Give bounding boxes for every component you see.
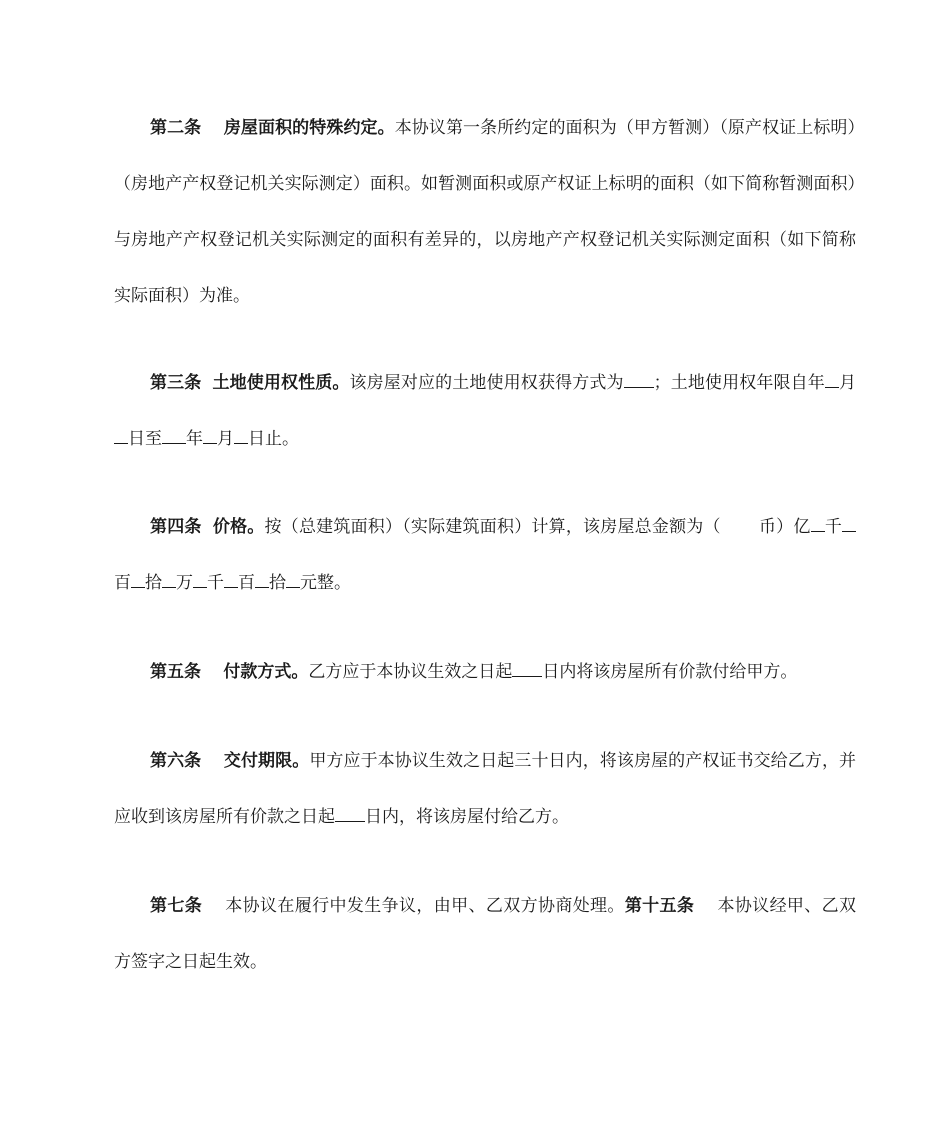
amount-unit: 拾 (145, 573, 162, 593)
fill-blank (234, 429, 248, 444)
article-heading: 第十五条 (624, 896, 695, 916)
article-body-text: 甲方应于本协议生效之日起三十日内，将该房屋的产权证书交给乙方，并应收到该房屋所有价款之日起 (114, 751, 857, 827)
fill-blank (162, 429, 186, 444)
article-body-text: 年 (186, 429, 203, 449)
fill-blank (131, 573, 145, 588)
article-body-text: 币） (758, 517, 794, 537)
amount-unit: 亿 (793, 517, 811, 537)
article-4 (114, 499, 856, 611)
fill-blank (335, 807, 365, 822)
article-7 (114, 878, 856, 990)
article-body-text: 月 (217, 429, 234, 449)
amount-unit: 万 (176, 573, 193, 593)
article-6 (114, 733, 856, 845)
fill-blank (203, 429, 217, 444)
article-body-text: 年 (807, 373, 825, 393)
article-body-text: 日止。 (248, 429, 299, 449)
article-body-text: ；土地使用权年限自 (653, 373, 808, 393)
article-body-text: 本协议经甲、乙双方签字之日起生效。 (114, 896, 857, 972)
fill-blank (193, 573, 207, 588)
article-heading: 第四条 (150, 517, 202, 537)
fill-blank (624, 373, 654, 388)
fill-blank (825, 373, 839, 388)
article-3 (114, 355, 856, 467)
amount-unit: 元整。 (300, 573, 351, 593)
article-title: 付款方式。 (223, 662, 309, 682)
amount-unit: 千 (824, 517, 843, 537)
fill-blank (114, 429, 128, 444)
article-body: 本协议第一条所约定的面积为（甲方暂测）（原产权证上标明）（房地产产权登记机关实际测定）面积。如暂测面积或原产权证上标明的面积（如下简称暂测面积）与房地产产权登记机关实际测定的面积有差异的，以房地产产权登记机关实际测定面积（如下简称实际面积）为准。 (114, 118, 857, 306)
article-2 (114, 100, 856, 324)
amount-unit: 千 (207, 573, 224, 593)
amount-unit: 百 (238, 573, 255, 593)
fill-blank (811, 517, 825, 532)
article-heading: 第二条 (150, 118, 202, 138)
fill-blank (224, 573, 238, 588)
article-heading: 第六条 (150, 751, 202, 771)
article-body-text: 乙方应于本协议生效之日起 (308, 662, 513, 682)
article-title: 土地使用权性质。 (212, 373, 350, 393)
article-title: 价格。 (212, 517, 265, 537)
article-title: 交付期限。 (223, 751, 310, 771)
article-body-text: 该房屋对应的土地使用权获得方式为 (349, 373, 624, 393)
article-title: 房屋面积的特殊约定。 (223, 118, 395, 138)
article-heading: 第三条 (150, 373, 202, 393)
fill-blank (842, 517, 856, 532)
article-heading: 第七条 (150, 896, 203, 916)
article-body-text: 月 (838, 373, 857, 393)
article-body-text: 本协议在履行中发生争议，由甲、乙双方协商处理。 (225, 896, 625, 916)
fill-blank (255, 573, 269, 588)
article-heading: 第五条 (150, 662, 201, 682)
fill-blank (512, 662, 542, 677)
article-body-text: 日至 (128, 429, 162, 449)
article-5 (114, 644, 856, 700)
article-body-text: 按（总建筑面积）（实际建筑面积）计算，该房屋总金额为（ (264, 517, 721, 537)
article-body-text: 日内将该房屋所有价款付给甲方。 (542, 662, 798, 682)
fill-blank (286, 573, 300, 588)
fill-blank (162, 573, 176, 588)
amount-unit: 百 (114, 573, 131, 593)
article-body-text: 日内，将该房屋付给乙方。 (365, 807, 569, 827)
amount-unit: 拾 (269, 573, 286, 593)
